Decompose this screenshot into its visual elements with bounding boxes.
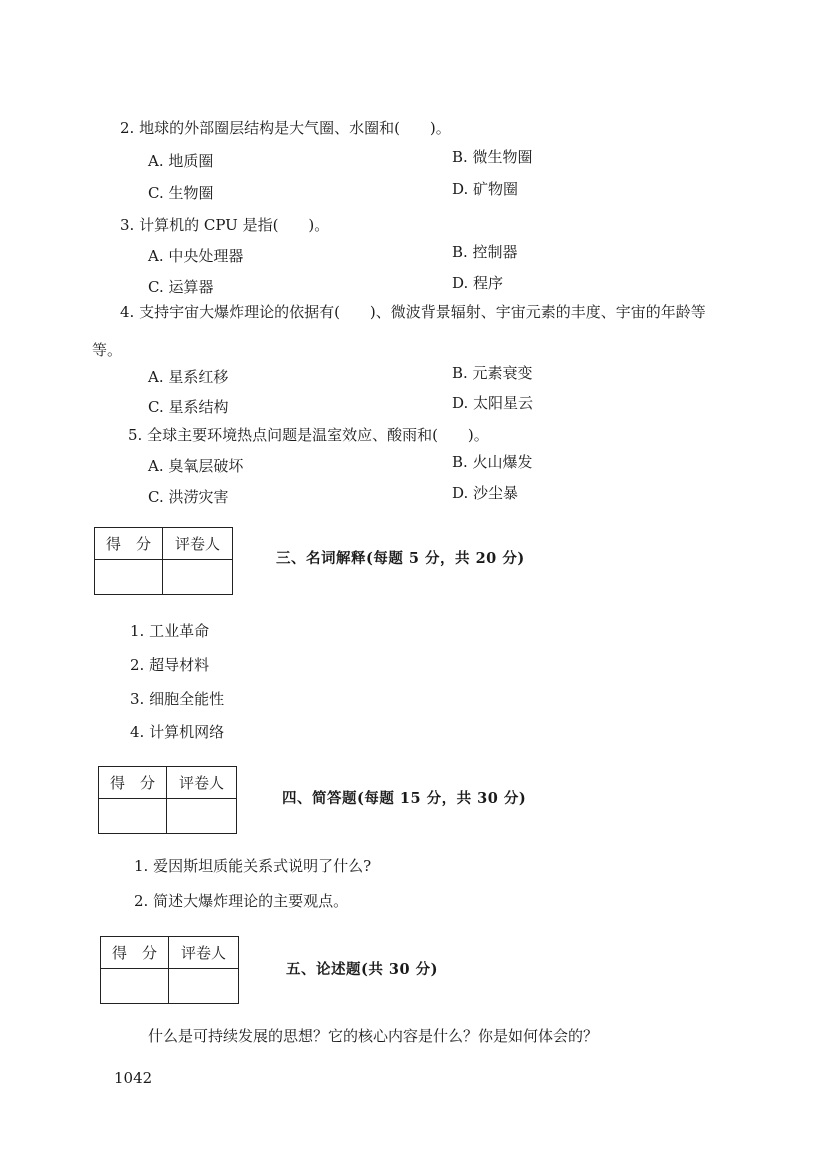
section-3-item-3: 3. 细胞全能性 [130,690,225,708]
question-2-option-d: D. 矿物圈 [452,180,519,198]
score-cell [101,969,169,1004]
question-3-option-d: D. 程序 [452,274,504,292]
section-3-title: 三、名词解释(每题 5 分，共 20 分) [276,550,525,567]
score-label: 得 分 [101,937,169,969]
score-cell [99,799,167,834]
question-4-option-c: C. 星系结构 [148,398,229,416]
grader-label: 评卷人 [167,767,237,799]
section-4-item-1: 1. 爱因斯坦质能关系式说明了什么? [134,857,372,875]
section-4-item-2: 2. 简述大爆炸理论的主要观点。 [134,892,349,910]
section-3-item-4: 4. 计算机网络 [130,723,225,741]
question-3-option-c: C. 运算器 [148,278,214,296]
grader-cell [163,560,233,595]
score-label: 得 分 [95,528,163,560]
question-3-option-b: B. 控制器 [452,243,518,261]
section-4-title: 四、简答题(每题 15 分，共 30 分) [282,790,527,807]
question-4-stem: 4. 支持宇宙大爆炸理论的依据有( )、微波背景辐射、宇宙元素的丰度、宇宙的年龄等 [120,303,706,321]
score-box-section-5 [100,936,239,1004]
section-5-title: 五、论述题(共 30 分) [286,961,438,978]
question-5-option-c: C. 洪涝灾害 [148,488,229,506]
grader-label: 评卷人 [169,937,239,969]
question-2-option-b: B. 微生物圈 [452,148,533,166]
grader-label: 评卷人 [163,528,233,560]
page-number: 1042 [114,1069,153,1087]
score-box-section-4 [98,766,237,834]
question-4-stem-continued: 等。 [92,341,123,359]
question-3-option-a: A. 中央处理器 [148,247,244,265]
grader-cell [169,969,239,1004]
grader-cell [167,799,237,834]
score-box-section-3 [94,527,233,595]
score-cell [95,560,163,595]
question-4-option-b: B. 元素衰变 [452,364,533,382]
question-2-option-a: A. 地质圈 [148,152,214,170]
question-5-stem: 5. 全球主要环境热点问题是温室效应、酸雨和( )。 [128,426,489,444]
question-5-option-d: D. 沙尘暴 [452,484,519,502]
question-2-stem: 2. 地球的外部圈层结构是大气圈、水圈和( )。 [120,119,451,137]
question-5-option-b: B. 火山爆发 [452,453,533,471]
score-label: 得 分 [99,767,167,799]
question-5-option-a: A. 臭氧层破坏 [148,457,244,475]
question-4-option-d: D. 太阳星云 [452,394,534,412]
section-3-item-1: 1. 工业革命 [130,622,210,640]
question-2-option-c: C. 生物圈 [148,184,214,202]
question-3-stem: 3. 计算机的 CPU 是指( )。 [120,216,330,234]
section-3-item-2: 2. 超导材料 [130,656,210,674]
section-5-question: 什么是可持续发展的思想？它的核心内容是什么？你是如何体会的？ [148,1027,599,1045]
question-4-option-a: A. 星系红移 [148,368,229,386]
